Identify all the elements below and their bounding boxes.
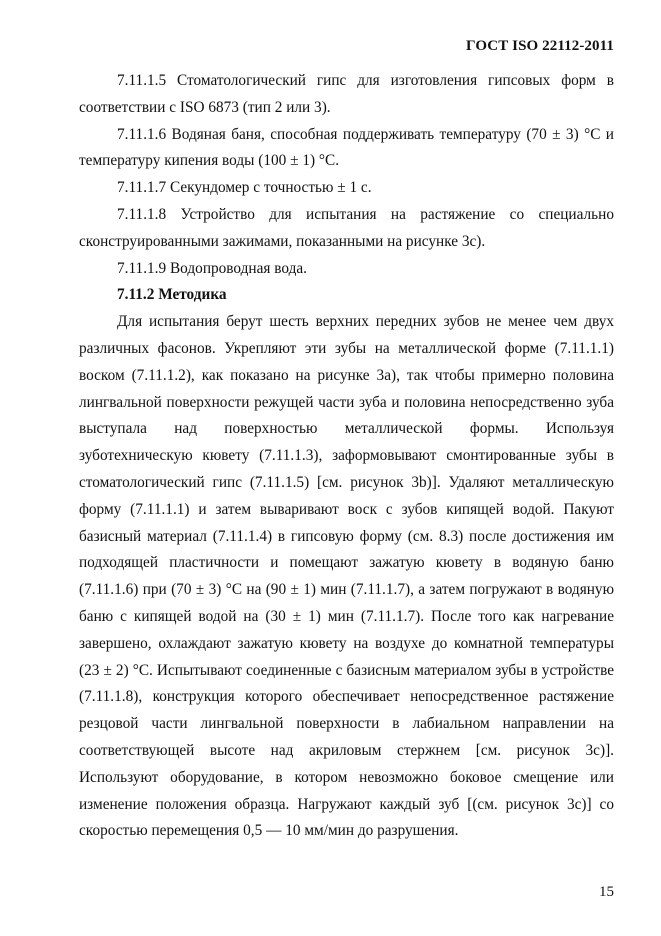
paragraph-7-11-1-7: 7.11.1.7 Секундомер с точностью ± 1 с.	[117, 179, 372, 197]
paragraph-7-11-1-5: 7.11.1.5 Стоматологический гипс для изготовления гипсовых форм в соответствии с ISO 6873 (тип 2 или 3).	[79, 72, 614, 116]
document-body	[79, 68, 614, 845]
paragraph-method: Для испытания берут шесть верхних передних зубов не менее чем двух различных фасонов. Укрепляют эти зубы на металлической форме (7.11.1.1) воском (7.11.1.2), как показано на рисунке 3а), так чтобы примерно половина лингвальной поверхности режущей части зуба и половина непосредственно зуба выступала над поверхностью металлической формы. Используя зуботехническую кювету (7.11.1.3), заформовывают смонтированные зубы в стоматологический гипс (7.11.1.5) [см. рисунок 3b)]. Удаляют металлическую форму (7.11.1.1) и затем вываривают воск с зубов кипящей водой. Пакуют базисный материал (7.11.1.4) в гипсовую форму (см. 8.3) после достижения им подходящей пластичности и помещают зажатую кювету в водяную баню (7.11.1.6) при (70 ± 3) °С на (90 ± 1) мин (7.11.1.7), а затем погружают в водяную баню с кипящей водой на (30 ± 1) мин (7.11.1.7). После того как нагревание завершено, охлаждают зажатую кювету на воздухе до комнатной температуры (23 ± 2) °С. Испытывают соединенные с базисным материалом зубы в устройстве (7.11.1.8), конструкция которого обеспечивает непосредственное растяжение резцовой части лингвальной поверхности в лабиальном направлении на соответствующей высоте над акриловым стержнем [см. рисунок 3с)]. Используют оборудование, в котором невозможно боковое смещение или изменение положения образца. Нагружают каждый зуб [(см. рисунок 3с)] со скоростью перемещения 0,5 — 10 мм/мин до разрушения.	[79, 313, 614, 840]
page-number: 15	[599, 884, 614, 900]
paragraph-7-11-1-9: 7.11.1.9 Водопроводная вода.	[117, 259, 307, 277]
section-heading-7-11-2: 7.11.2 Методика	[117, 286, 227, 304]
paragraph-7-11-1-8: 7.11.1.8 Устройство для испытания на растяжение со специально сконструированными зажимами, показанными на рисунке 3с).	[79, 205, 614, 250]
paragraph-7-11-1-6: 7.11.1.6 Водяная баня, способная поддерживать температуру (70 ± 3) °С и температуру кипения воды (100 ± 1) °С.	[79, 125, 614, 170]
standard-header: ГОСТ ISO 22112-2011	[466, 38, 614, 54]
